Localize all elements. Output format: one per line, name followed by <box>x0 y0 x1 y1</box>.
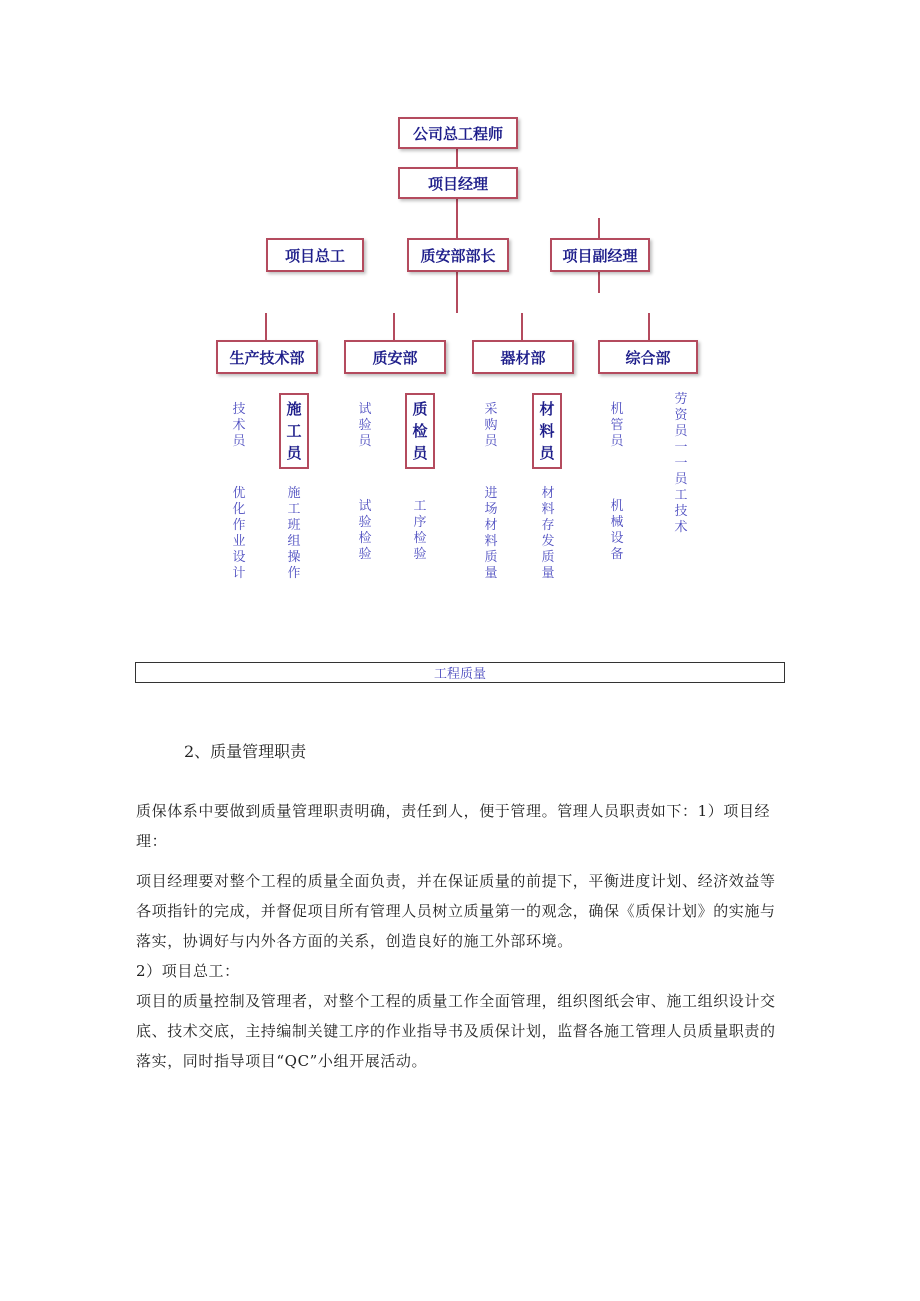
role-material-clerk: 材料员 <box>532 393 562 469</box>
connector <box>456 197 458 239</box>
box-dept-general: 综合部 <box>598 340 698 374</box>
connector <box>393 313 395 341</box>
connector <box>456 147 458 169</box>
duty-purchaser: 进场材料质量 <box>484 486 498 581</box>
box-dept-quality: 质安部 <box>344 340 446 374</box>
intro-paragraph: 质保体系中要做到质量管理职责明确，责任到人，便于管理。管理人员职责如下：1）项目经理： <box>136 802 771 850</box>
box-dept-materials: 器材部 <box>472 340 574 374</box>
role-constructor: 施工员 <box>279 393 309 469</box>
duty-material-clerk: 材料存发质量 <box>541 486 555 581</box>
duty-inspector: 工序检验 <box>413 499 427 562</box>
duty-tester: 试验检验 <box>358 499 372 562</box>
connector <box>456 268 458 313</box>
box-chief-engineer: 公司总工程师 <box>398 117 518 149</box>
role-purchaser: 采购员 <box>484 402 498 449</box>
connector <box>598 218 600 240</box>
box-project-manager: 项目经理 <box>398 167 518 199</box>
role-labor-clerk: 劳资员一一员工技术 <box>674 392 688 535</box>
pm-paragraph: 项目经理要对整个工程的质量全面负责，并在保证质量的前提下，平衡进度计划、经济效益等各项指针的完成，并督促项目所有管理人员树立质量第一的观念，确保《质保计划》的实施与落实，协调好与内外各方面的关系，创造良好的施工外部环境。 <box>136 872 776 950</box>
role-inspector: 质检员 <box>405 393 435 469</box>
role-tester: 试验员 <box>358 402 372 449</box>
box-qs-head: 质安部部长 <box>407 238 509 272</box>
duty-machine-manager: 机械设备 <box>610 499 624 562</box>
connector <box>648 313 650 341</box>
role-technician: 技术员 <box>232 402 246 449</box>
duty-constructor: 施工班组操作 <box>287 486 301 581</box>
quality-bar: 工程质量 <box>135 662 785 683</box>
box-dept-production: 生产技术部 <box>216 340 318 374</box>
connector <box>521 313 523 341</box>
duty-technician: 优化作业设计 <box>232 486 246 581</box>
role-machine-manager: 机管员 <box>610 402 624 449</box>
chief-paragraph: 项目的质量控制及管理者，对整个工程的质量工作全面管理，组织图纸会审、施工组织设计交底、技术交底，主持编制关键工序的作业指导书及质保计划，监督各施工管理人员质量职责的落实，同时指导项目“QC”小组开展活动。 <box>136 992 776 1070</box>
connector <box>265 313 267 341</box>
chief-title: 2）项目总工： <box>136 962 240 980</box>
section-heading: 2、质量管理职责 <box>184 742 307 761</box>
box-deputy-manager: 项目副经理 <box>550 238 650 272</box>
box-chief-tech: 项目总工 <box>266 238 364 272</box>
